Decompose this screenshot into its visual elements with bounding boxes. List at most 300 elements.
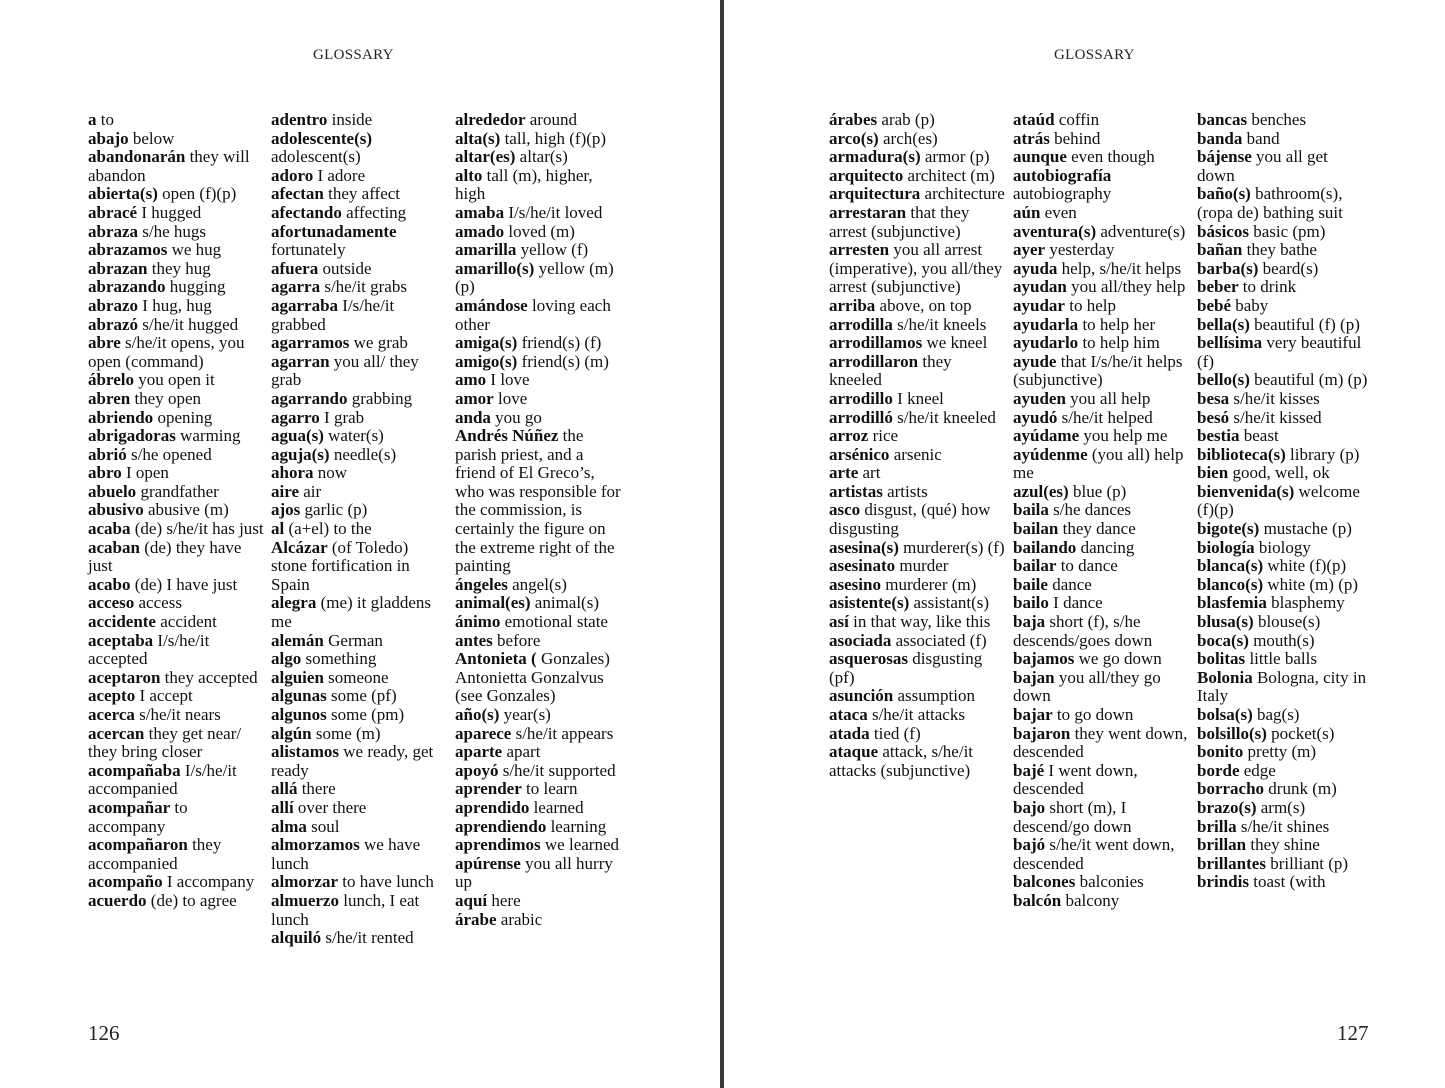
glossary-entry — [1013, 409, 1189, 428]
glossary-entry — [88, 576, 264, 595]
glossary-definition: needle(s) — [333, 444, 397, 464]
glossary-term: abrazando — [88, 277, 166, 297]
glossary-entry — [271, 185, 447, 204]
glossary-term: Alcázar — [271, 537, 328, 557]
glossary-entry — [455, 111, 625, 130]
glossary-term: biología — [1197, 537, 1255, 557]
glossary-definition: s/he/it rented — [325, 928, 414, 948]
glossary-term: árabe — [455, 909, 497, 929]
glossary-term: borracho — [1197, 779, 1265, 799]
glossary-entry — [829, 148, 1005, 167]
glossary-entry — [829, 353, 1005, 390]
glossary-entry — [829, 594, 1005, 613]
glossary-definition: abusive (m) — [148, 500, 229, 520]
glossary-definition: s/he/it kissed — [1233, 407, 1322, 427]
glossary-term: bigote(s) — [1197, 519, 1260, 539]
glossary-definition: s/he/it shines — [1240, 816, 1330, 836]
glossary-entry — [88, 185, 264, 204]
glossary-entry — [271, 111, 447, 130]
glossary-definition: s/he/it attacks — [871, 705, 965, 724]
glossary-term: banda — [1197, 128, 1243, 148]
glossary-definition: garlic (p) — [304, 500, 368, 520]
glossary-term: abriendo — [88, 407, 154, 427]
glossary-definition: learning — [550, 816, 607, 836]
glossary-definition: friend(s) (m) — [521, 351, 609, 371]
glossary-definition: I/s/he/it accepted — [88, 630, 210, 669]
glossary-definition: you open it — [138, 370, 215, 390]
glossary-definition: around — [529, 110, 577, 129]
glossary-definition: autobiography — [1013, 184, 1112, 204]
glossary-term: armadura(s) — [829, 147, 921, 167]
glossary-entry — [829, 390, 1005, 409]
glossary-entry — [1197, 520, 1369, 539]
glossary-term: baile — [1013, 574, 1048, 594]
glossary-entry — [271, 409, 447, 428]
glossary-entry — [88, 501, 264, 520]
glossary-term: algunos — [271, 705, 327, 724]
glossary-definition: I/s/he/it loved — [508, 202, 603, 222]
glossary-definition: they accompanied — [88, 835, 222, 873]
glossary-entry — [829, 241, 1005, 297]
glossary-entry — [1013, 204, 1189, 223]
glossary-term: accidente — [88, 612, 156, 632]
glossary-term: amarilla — [455, 240, 517, 260]
glossary-entry — [1197, 427, 1369, 446]
glossary-definition: that they arrest (subjunctive) — [829, 202, 970, 241]
glossary-term: baila — [1013, 500, 1049, 520]
glossary-definition: they dance — [1062, 519, 1136, 539]
glossary-term: arrodillo — [829, 388, 893, 408]
glossary-entry — [1013, 334, 1189, 353]
glossary-term: altar(es) — [455, 147, 516, 167]
glossary-term: algunas — [271, 686, 327, 706]
glossary-entry — [271, 929, 447, 948]
glossary-entry — [88, 594, 264, 613]
glossary-term: acercan — [88, 723, 145, 743]
glossary-term: almorzar — [271, 872, 339, 892]
glossary-entry — [1013, 446, 1189, 483]
glossary-entry — [455, 371, 625, 390]
glossary-entry — [271, 892, 447, 929]
glossary-term: amigo(s) — [455, 351, 518, 371]
glossary-definition: s/he/it hugged — [142, 314, 239, 334]
glossary-term: ajos — [271, 500, 301, 520]
glossary-definition: something — [305, 649, 377, 669]
glossary-entry — [455, 130, 625, 149]
glossary-term: asesinato — [829, 556, 896, 576]
glossary-entry — [1197, 111, 1369, 130]
glossary-entry — [1197, 780, 1369, 799]
glossary-definition: learned — [533, 797, 584, 817]
glossary-term: abrazo — [88, 295, 139, 315]
glossary-entry — [1013, 130, 1189, 149]
glossary-entry — [1013, 557, 1189, 576]
glossary-definition: they get near/ they bring closer — [88, 723, 242, 762]
glossary-term: año(s) — [455, 705, 500, 724]
glossary-definition: welcome (f)(p) — [1197, 481, 1360, 520]
glossary-term: aparece — [455, 723, 512, 743]
glossary-entry — [1013, 762, 1189, 799]
glossary-column — [88, 111, 264, 911]
glossary-term: abren — [88, 388, 131, 408]
glossary-entry — [1013, 613, 1189, 650]
glossary-definition: (de) they have just — [88, 537, 242, 576]
glossary-entry — [88, 297, 264, 316]
glossary-entry — [88, 539, 264, 576]
glossary-definition: they shine — [1250, 835, 1320, 855]
glossary-entry — [271, 334, 447, 353]
glossary-entry — [271, 464, 447, 483]
glossary-term: ánimo — [455, 612, 501, 632]
glossary-term: alma — [271, 816, 307, 836]
glossary-entry — [455, 204, 625, 223]
glossary-definition: short (m), I descend/go down — [1013, 797, 1132, 836]
glossary-term: ábrelo — [88, 370, 134, 390]
glossary-term: alquiló — [271, 928, 322, 948]
glossary-entry — [271, 278, 447, 297]
glossary-term: bellísima — [1197, 333, 1263, 353]
glossary-definition: inside — [331, 110, 373, 129]
glossary-term: apúrense — [455, 853, 521, 873]
glossary-term: apoyó — [455, 760, 499, 780]
glossary-definition: basic (pm) — [1253, 221, 1326, 241]
glossary-term: aceptaba — [88, 630, 154, 650]
glossary-term: allí — [271, 797, 294, 817]
glossary-term: aventura(s) — [1013, 221, 1097, 241]
glossary-term: abrazan — [88, 258, 148, 278]
glossary-term: afectan — [271, 184, 324, 204]
glossary-term: adentro — [271, 110, 328, 129]
glossary-entry — [455, 632, 625, 651]
glossary-entry — [455, 409, 625, 428]
glossary-definition: adventure(s) — [1100, 221, 1186, 241]
glossary-definition: outside — [322, 258, 372, 278]
glossary-entry — [88, 371, 264, 390]
glossary-definition: altar(s) — [519, 147, 568, 167]
glossary-term: abandonarán — [88, 147, 186, 167]
glossary-term: bajé — [1013, 760, 1045, 780]
glossary-entry — [1197, 334, 1369, 371]
glossary-entry — [88, 316, 264, 335]
glossary-definition: bathroom(s), (ropa de) bathing suit — [1197, 184, 1343, 222]
glossary-entry — [271, 483, 447, 502]
glossary-term: bajar — [1013, 705, 1053, 724]
glossary-term: alegra — [271, 593, 317, 613]
glossary-entry — [1013, 799, 1189, 836]
glossary-definition: you all/ they grab — [271, 351, 419, 390]
glossary-definition: we ready, get ready — [271, 742, 434, 780]
glossary-entry — [1197, 650, 1369, 669]
glossary-entry — [1013, 576, 1189, 595]
glossary-entry — [271, 725, 447, 744]
glossary-entry — [271, 167, 447, 186]
glossary-entry — [829, 427, 1005, 446]
glossary-term: acompañaba — [88, 760, 181, 780]
glossary-term: abre — [88, 333, 121, 353]
glossary-entry — [271, 446, 447, 465]
glossary-entry — [455, 148, 625, 167]
glossary-entry — [829, 650, 1005, 687]
left-page — [0, 0, 720, 1088]
glossary-definition: architect (m) — [907, 165, 995, 185]
glossary-entry — [271, 390, 447, 409]
glossary-definition: yellow (m)(p) — [455, 258, 614, 297]
glossary-entry — [271, 539, 447, 595]
glossary-definition: emotional state — [504, 612, 608, 632]
glossary-entry — [1197, 576, 1369, 595]
glossary-definition: dance — [1052, 574, 1092, 594]
glossary-entry — [88, 334, 264, 371]
glossary-term: ayudó — [1013, 407, 1058, 427]
glossary-term: aunque — [1013, 147, 1067, 167]
glossary-term: bajo — [1013, 797, 1046, 817]
glossary-definition: we hug — [171, 240, 222, 260]
glossary-term: algo — [271, 649, 302, 669]
glossary-term: abrió — [88, 444, 127, 464]
glossary-entry — [1013, 260, 1189, 279]
glossary-entry — [1013, 669, 1189, 706]
glossary-term: amaba — [455, 202, 505, 222]
glossary-definition: s/he/it opens, you open (command) — [88, 333, 245, 371]
glossary-definition: apart — [506, 742, 541, 762]
glossary-definition: tied (f) — [873, 723, 921, 743]
glossary-term: agarraba — [271, 295, 339, 315]
glossary-entry — [1013, 316, 1189, 335]
glossary-definition: to dance — [1060, 556, 1118, 576]
glossary-definition: short (f), s/he descends/goes down — [1013, 612, 1153, 650]
glossary-term: brindis — [1197, 872, 1249, 892]
glossary-term: bailando — [1013, 537, 1077, 557]
glossary-entry — [829, 185, 1005, 204]
glossary-definition: rice — [872, 426, 899, 446]
running-head: GLOSSARY — [313, 47, 394, 63]
glossary-term: artistas — [829, 481, 883, 501]
glossary-entry — [271, 706, 447, 725]
glossary-entry — [455, 911, 625, 930]
glossary-term: barba(s) — [1197, 258, 1259, 278]
glossary-term: blusa(s) — [1197, 612, 1254, 632]
glossary-definition: soul — [311, 816, 340, 836]
glossary-entry — [455, 260, 625, 297]
glossary-term: balcón — [1013, 890, 1062, 910]
glossary-term: azul(es) — [1013, 481, 1069, 501]
glossary-entry — [271, 260, 447, 279]
glossary-term: aprendimos — [455, 835, 541, 855]
glossary-definition: s/he/it kneeled — [897, 407, 996, 427]
glossary-entry — [271, 594, 447, 631]
glossary-term: bestia — [1197, 426, 1240, 446]
glossary-definition: to help — [1069, 295, 1116, 315]
glossary-entry — [829, 316, 1005, 335]
glossary-term: bella(s) — [1197, 314, 1250, 334]
glossary-term: acuerdo — [88, 890, 147, 910]
glossary-term: balcones — [1013, 872, 1076, 892]
glossary-entry — [1013, 167, 1189, 204]
glossary-entry — [829, 687, 1005, 706]
glossary-entry — [88, 762, 264, 799]
glossary-term: ayuden — [1013, 388, 1066, 408]
glossary-definition: you help me — [1083, 426, 1168, 446]
glossary-entry — [455, 594, 625, 613]
glossary-entry — [1197, 371, 1369, 390]
glossary-definition: access — [138, 593, 182, 613]
glossary-entry — [1197, 743, 1369, 762]
glossary-term: atada — [829, 723, 870, 743]
glossary-definition: accident — [160, 612, 217, 632]
glossary-entry — [455, 353, 625, 372]
glossary-entry — [1013, 836, 1189, 873]
glossary-definition: benches — [1251, 110, 1307, 129]
glossary-definition: beast — [1243, 426, 1279, 446]
glossary-entry — [88, 892, 264, 911]
glossary-definition: murderer (m) — [885, 574, 977, 594]
glossary-entry — [455, 892, 625, 911]
glossary-term: bájense — [1197, 147, 1252, 167]
glossary-entry — [271, 501, 447, 520]
glossary-definition: murder — [899, 556, 949, 576]
glossary-entry — [829, 167, 1005, 186]
glossary-term: brillantes — [1197, 853, 1266, 873]
glossary-definition: arch(es) — [882, 128, 938, 148]
glossary-definition: I love — [490, 370, 530, 390]
glossary-definition: you all/they go down — [1013, 667, 1161, 706]
glossary-definition: fortunately — [271, 240, 346, 260]
glossary-entry — [88, 799, 264, 836]
glossary-definition: arsenic — [893, 444, 942, 464]
glossary-entry — [455, 334, 625, 353]
glossary-entry — [455, 818, 625, 837]
glossary-definition: (de) s/he/it has just — [134, 519, 264, 539]
glossary-entry — [271, 818, 447, 837]
glossary-definition: s/he/it went down, descended — [1013, 835, 1175, 873]
glossary-definition: we learned — [544, 835, 619, 855]
glossary-entry — [1197, 613, 1369, 632]
glossary-entry — [88, 427, 264, 446]
glossary-term: arte — [829, 463, 859, 483]
glossary-definition: mustache (p) — [1263, 519, 1352, 539]
glossary-column — [455, 111, 625, 929]
glossary-entry — [88, 130, 264, 149]
glossary-term: bajaron — [1013, 723, 1071, 743]
glossary-entry — [829, 334, 1005, 353]
glossary-definition: biology — [1258, 537, 1311, 557]
glossary-definition: drunk (m) — [1268, 779, 1337, 799]
glossary-definition: angel(s) — [512, 574, 567, 594]
glossary-definition: lunch, I eat lunch — [271, 890, 420, 929]
glossary-term: acompañar — [88, 797, 171, 817]
glossary-definition: armor (p) — [924, 147, 990, 167]
glossary-definition: I open — [125, 463, 169, 483]
glossary-definition: here — [491, 890, 521, 910]
glossary-entry — [829, 111, 1005, 130]
glossary-entry — [1197, 725, 1369, 744]
glossary-entry — [1013, 278, 1189, 297]
glossary-term: básicos — [1197, 221, 1249, 241]
glossary-entry — [271, 799, 447, 818]
glossary-entry — [271, 204, 447, 223]
glossary-definition: love — [497, 388, 528, 408]
glossary-definition: s/he/it helped — [1061, 407, 1153, 427]
glossary-entry — [88, 836, 264, 873]
glossary-definition: Gonzales) Antonietta Gonzalvus (see Gonzales) — [455, 649, 610, 706]
glossary-definition: to help her — [1082, 314, 1156, 334]
glossary-definition: we grab — [353, 333, 408, 353]
glossary-entry — [88, 260, 264, 279]
glossary-entry — [271, 632, 447, 651]
glossary-term: bonito — [1197, 742, 1244, 762]
glossary-entry — [455, 799, 625, 818]
glossary-definition: friend(s) (f) — [521, 333, 602, 353]
glossary-term: almuerzo — [271, 890, 339, 910]
glossary-definition: to learn — [526, 779, 578, 799]
glossary-definition: over there — [297, 797, 367, 817]
glossary-definition: behind — [1054, 128, 1101, 148]
glossary-term: ayer — [1013, 240, 1046, 260]
glossary-entry — [1197, 818, 1369, 837]
glossary-definition: to accompany — [88, 797, 188, 836]
glossary-term: baja — [1013, 612, 1046, 632]
glossary-definition: to drink — [1242, 277, 1297, 297]
glossary-term: arresten — [829, 240, 890, 260]
glossary-term: arquitecto — [829, 165, 904, 185]
glossary-entry — [1013, 520, 1189, 539]
glossary-entry — [271, 687, 447, 706]
glossary-term: bailar — [1013, 556, 1057, 576]
glossary-term: abracé — [88, 202, 138, 222]
glossary-definition: coffin — [1058, 110, 1100, 129]
glossary-term: Bolonia — [1197, 667, 1253, 687]
glossary-definition: yesterday — [1049, 240, 1115, 260]
glossary-entry — [1013, 725, 1189, 762]
glossary-column — [1197, 111, 1369, 892]
glossary-definition: I kneel — [897, 388, 944, 408]
glossary-entry — [829, 557, 1005, 576]
glossary-definition: year(s) — [503, 705, 551, 724]
glossary-definition: (of Toledo) stone fortification in Spain — [271, 537, 410, 594]
glossary-term: borde — [1197, 760, 1240, 780]
running-head: GLOSSARY — [1054, 47, 1135, 63]
glossary-definition: arabic — [500, 909, 543, 929]
glossary-term: abusivo — [88, 500, 144, 520]
glossary-entry — [1197, 873, 1369, 892]
glossary-entry — [1013, 892, 1189, 911]
glossary-term: amor — [455, 388, 494, 408]
glossary-entry — [455, 762, 625, 781]
glossary-entry — [455, 650, 625, 706]
glossary-term: blanco(s) — [1197, 574, 1264, 594]
glossary-entry — [88, 390, 264, 409]
glossary-term: arroz — [829, 426, 869, 446]
glossary-entry — [1197, 316, 1369, 335]
glossary-term: autobiografía — [1013, 165, 1112, 185]
glossary-definition: architecture — [924, 184, 1005, 204]
glossary-entry — [455, 297, 625, 334]
glossary-entry — [1197, 148, 1369, 185]
glossary-definition: I/s/he/it accompanied — [88, 760, 237, 799]
glossary-term: aire — [271, 481, 300, 501]
glossary-definition: there — [301, 779, 336, 799]
glossary-definition: loving each other — [455, 295, 611, 334]
glossary-term: bello(s) — [1197, 370, 1250, 390]
glossary-term: agua(s) — [271, 426, 324, 446]
glossary-term: acceso — [88, 593, 135, 613]
glossary-definition: (a+el) to the — [288, 519, 372, 539]
glossary-term: aparte — [455, 742, 503, 762]
glossary-term: arrodilló — [829, 407, 893, 427]
glossary-entry — [1197, 278, 1369, 297]
glossary-definition: air — [303, 481, 322, 501]
glossary-definition: s/he/it appears — [515, 723, 614, 743]
